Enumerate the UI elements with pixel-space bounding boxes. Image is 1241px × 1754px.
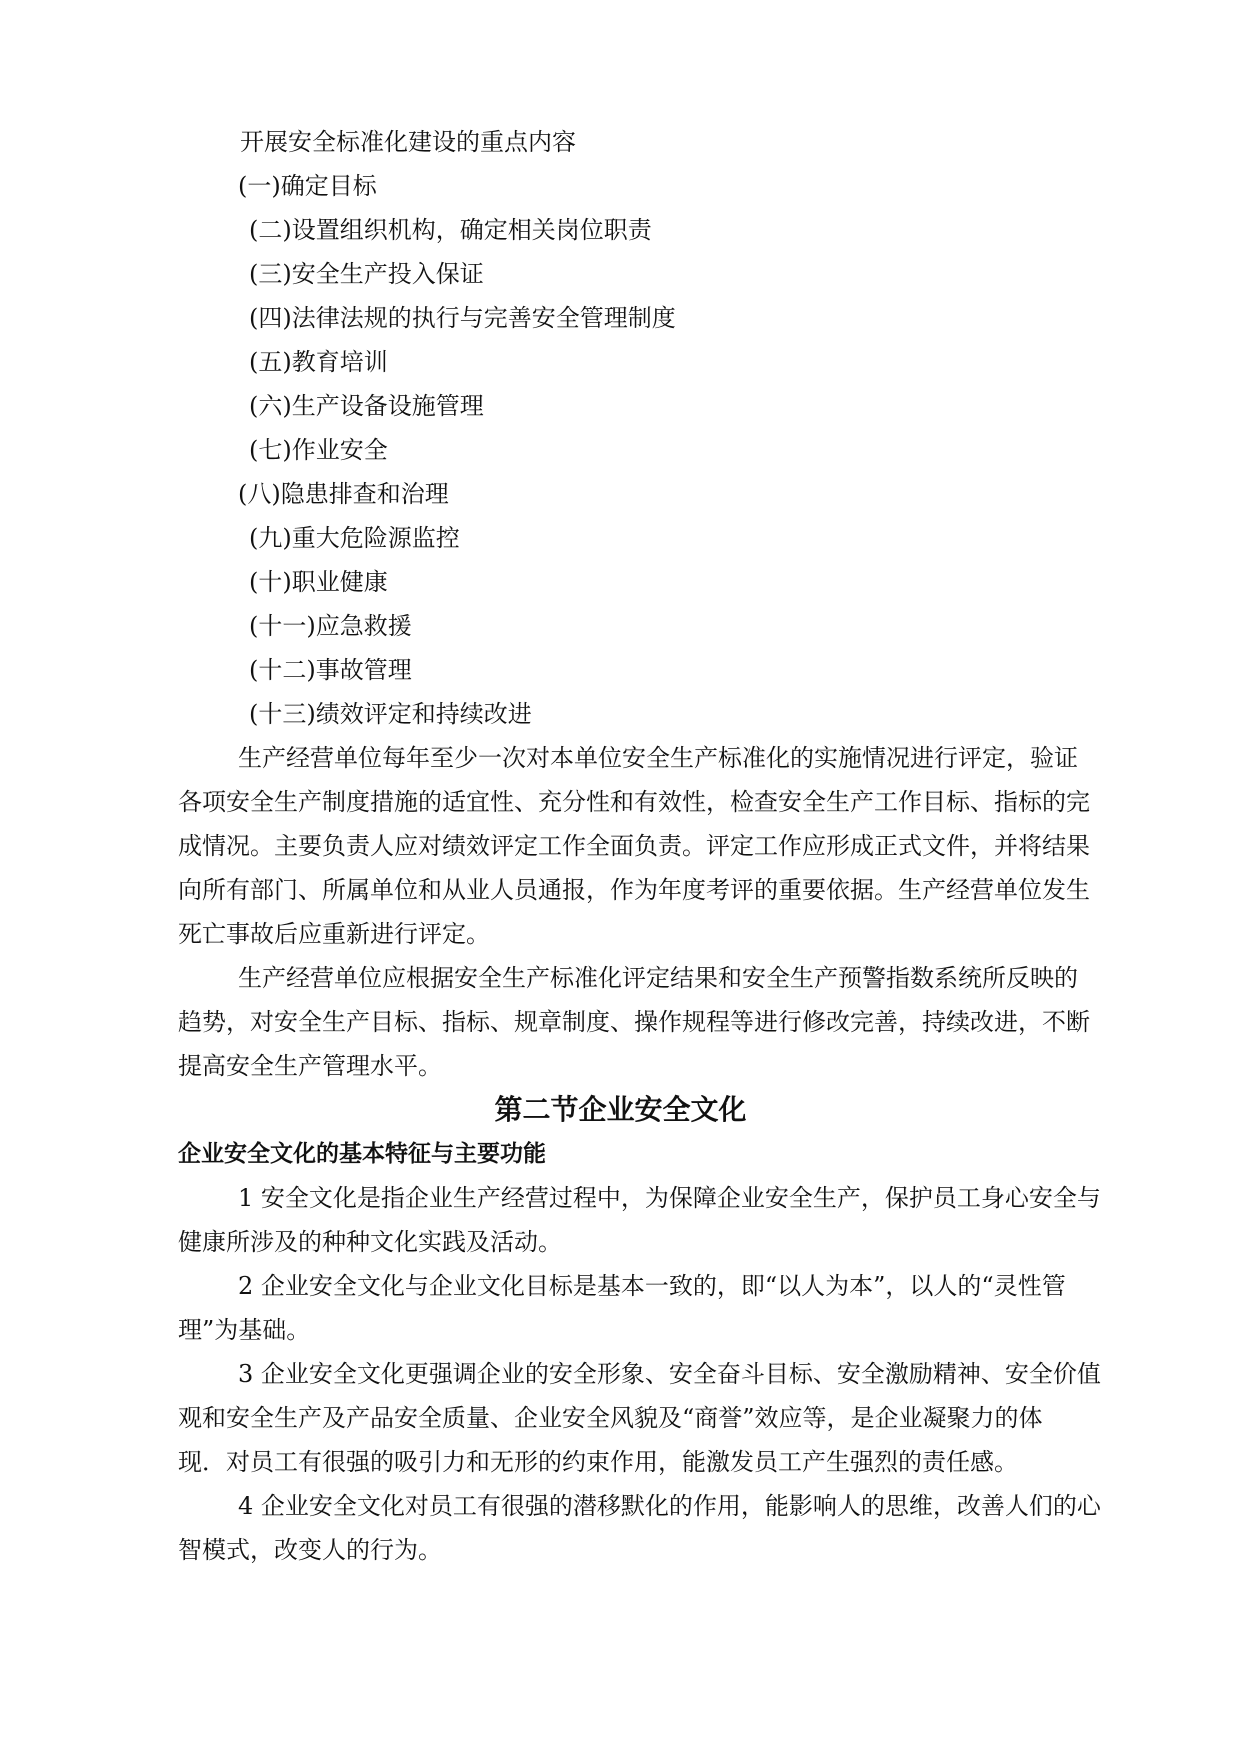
section-title: 开展安全标准化建设的重点内容 [240, 128, 576, 156]
list-item: (五)教育培训 [249, 348, 388, 376]
list-item: (二)设置组织机构，确定相关岗位职责 [249, 216, 652, 244]
paragraph-line: 生产经营单位应根据安全生产标准化评定结果和安全生产预警指数系统所反映的 [238, 964, 1078, 992]
point-line: 1 安全文化是指企业生产经营过程中，为保障企业安全生产，保护员工身心安全与 [238, 1184, 1101, 1212]
point-line: 观和安全生产及产品安全质量、企业安全风貌及“商誉”效应等，是企业凝聚力的体 [178, 1404, 1043, 1432]
list-item: (十二)事故管理 [249, 656, 412, 684]
paragraph-line: 提高安全生产管理水平。 [178, 1052, 442, 1080]
point-line: 智模式，改变人的行为。 [178, 1536, 442, 1564]
paragraph-line: 向所有部门、所属单位和从业人员通报，作为年度考评的重要依据。生产经营单位发生 [178, 876, 1090, 904]
list-item: (四)法律法规的执行与完善安全管理制度 [249, 304, 676, 332]
list-item: (一)确定目标 [238, 172, 377, 200]
list-item: (七)作业安全 [249, 436, 388, 464]
list-item: (八)隐患排查和治理 [238, 480, 449, 508]
section-heading: 第二节企业安全文化 [494, 1093, 747, 1126]
paragraph-line: 生产经营单位每年至少一次对本单位安全生产标准化的实施情况进行评定，验证 [238, 744, 1078, 772]
paragraph-line: 趋势，对安全生产目标、指标、规章制度、操作规程等进行修改完善，持续改进，不断 [178, 1008, 1090, 1036]
list-item: (十一)应急救援 [249, 612, 412, 640]
paragraph-line: 各项安全生产制度措施的适宜性、充分性和有效性，检查安全生产工作目标、指标的完 [178, 788, 1090, 816]
point-line: 健康所涉及的种种文化实践及活动。 [178, 1228, 562, 1256]
point-line: 4 企业安全文化对员工有很强的潜移默化的作用，能影响人的思维，改善人们的心 [238, 1492, 1101, 1520]
subsection-heading: 企业安全文化的基本特征与主要功能 [178, 1141, 546, 1167]
list-item: (九)重大危险源监控 [249, 524, 460, 552]
list-item: (六)生产设备设施管理 [249, 392, 484, 420]
point-line: 2 企业安全文化与企业文化目标是基本一致的，即“以人为本”，以人的“灵性管 [238, 1272, 1066, 1300]
list-item: (十三)绩效评定和持续改进 [249, 700, 532, 728]
point-line: 理”为基础。 [178, 1316, 311, 1344]
list-item: (十)职业健康 [249, 568, 388, 596]
point-line: 现．对员工有很强的吸引力和无形的约束作用，能激发员工产生强烈的责任感。 [178, 1448, 1018, 1476]
point-line: 3 企业安全文化更强调企业的安全形象、安全奋斗目标、安全激励精神、安全价值 [238, 1360, 1101, 1388]
list-item: (三)安全生产投入保证 [249, 260, 484, 288]
paragraph-line: 死亡事故后应重新进行评定。 [178, 920, 490, 948]
paragraph-line: 成情况。主要负责人应对绩效评定工作全面负责。评定工作应形成正式文件，并将结果 [178, 832, 1090, 860]
